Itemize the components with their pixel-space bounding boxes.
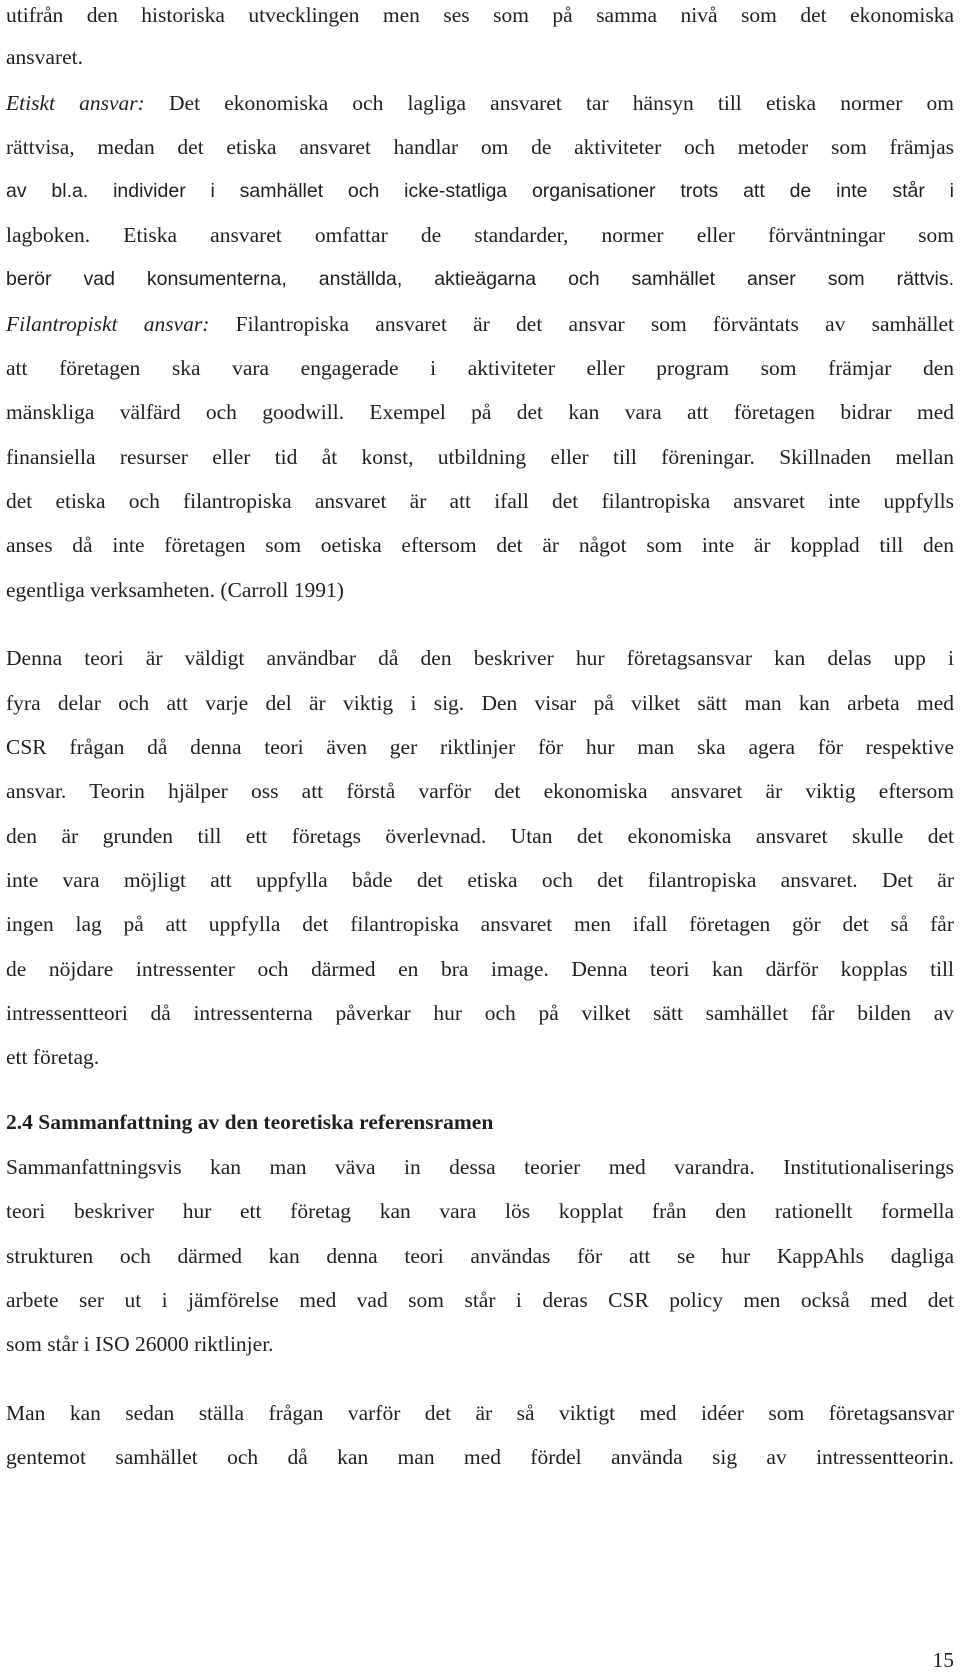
text-line: gentemot samhället och då kan man med fördel använda sig av intressentteorin. bbox=[6, 1445, 954, 1469]
text-line: som står i ISO 26000 riktlinjer. bbox=[6, 1332, 274, 1356]
text-line: ansvaret. bbox=[6, 45, 84, 69]
text-line: intressentteori då intressenterna påverkar hur och på vilket sätt samhället får bilden av bbox=[6, 1001, 954, 1025]
text-span: Det ekonomiska och lagliga ansvaret tar hänsyn till etiska normer om bbox=[144, 91, 954, 115]
text-line: av bl.a. individer i samhället och icke-statliga organisationer trots att de inte står i bbox=[6, 180, 954, 202]
text-line: Sammanfattningsvis kan man väva in dessa teorier med varandra. Institutionaliserings bbox=[6, 1155, 954, 1179]
text-line: ingen lag på att uppfylla det filantropiska ansvaret men ifall företagen gör det så får bbox=[6, 912, 954, 936]
text-line: anses då inte företagen som oetiska eftersom det är något som inte är kopplad till den bbox=[6, 533, 954, 557]
text-line: rättvisa, medan det etiska ansvaret handlar om de aktiviteter och metoder som främjas bbox=[6, 135, 954, 159]
text-line: berör vad konsumenterna, anställda, aktieägarna och samhället anser som rättvis. bbox=[6, 268, 954, 290]
text-line: den är grunden till ett företags överlevnad. Utan det ekonomiska ansvaret skulle det bbox=[6, 824, 954, 848]
term-etiskt-ansvar: Etiskt ansvar: bbox=[6, 91, 145, 115]
text-line: mänskliga välfärd och goodwill. Exempel på det kan vara att företagen bidrar med bbox=[6, 400, 954, 424]
text-line bbox=[6, 88, 954, 118]
text-span: Filantropiska ansvaret är det ansvar som förväntats av samhället bbox=[209, 312, 954, 336]
text-line: ett företag. bbox=[6, 1045, 100, 1069]
text-line: att företagen ska vara engagerade i aktiviteter eller program som främjar den bbox=[6, 356, 954, 380]
text-line: Denna teori är väldigt användbar då den beskriver hur företagsansvar kan delas upp i bbox=[6, 646, 954, 670]
text-line: arbete ser ut i jämförelse med vad som står i deras CSR policy men också med det bbox=[6, 1288, 954, 1312]
text-line: finansiella resurser eller tid åt konst, utbildning eller till föreningar. Skillnaden mellan bbox=[6, 445, 954, 469]
text-line: egentliga verksamheten. (Carroll 1991) bbox=[6, 578, 344, 602]
text-line: lagboken. Etiska ansvaret omfattar de standarder, normer eller förväntningar som bbox=[6, 223, 954, 247]
text-line: fyra delar och att varje del är viktig i sig. Den visar på vilket sätt man kan arbeta med bbox=[6, 691, 954, 715]
text-line bbox=[6, 309, 954, 339]
text-line: Man kan sedan ställa frågan varför det är så viktigt med idéer som företagsansvar bbox=[6, 1401, 954, 1425]
text-line: teori beskriver hur ett företag kan vara lös kopplat från den rationellt formella bbox=[6, 1199, 954, 1223]
text-line: de nöjdare intressenter och därmed en bra image. Denna teori kan därför kopplas till bbox=[6, 957, 954, 981]
text-line: det etiska och filantropiska ansvaret är att ifall det filantropiska ansvaret inte uppfylls bbox=[6, 489, 954, 513]
text-line: inte vara möjligt att uppfylla både det etiska och det filantropiska ansvaret. Det är bbox=[6, 868, 954, 892]
text-line: CSR frågan då denna teori även ger riktlinjer för hur man ska agera för respektive bbox=[6, 735, 954, 759]
section-heading: 2.4 Sammanfattning av den teoretiska referensramen bbox=[6, 1110, 494, 1134]
term-filantropiskt-ansvar: Filantropiskt ansvar: bbox=[6, 312, 210, 336]
text-line: ansvar. Teorin hjälper oss att förstå varför det ekonomiska ansvaret är viktig eftersom bbox=[6, 779, 954, 803]
text-line: utifrån den historiska utvecklingen men ses som på samma nivå som det ekonomiska bbox=[6, 3, 954, 27]
text-line: strukturen och därmed kan denna teori användas för att se hur KappAhls dagliga bbox=[6, 1244, 954, 1268]
page-number: 15 bbox=[932, 1648, 954, 1672]
